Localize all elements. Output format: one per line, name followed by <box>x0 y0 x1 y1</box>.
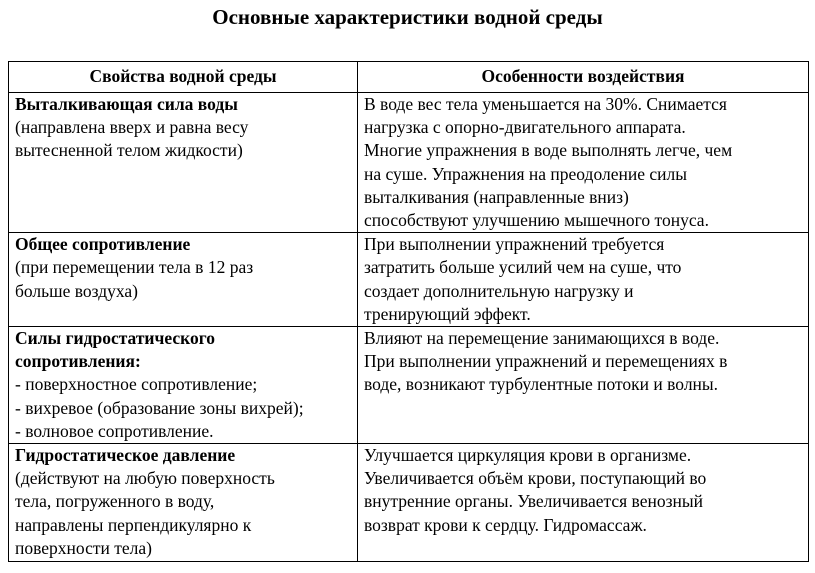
property-title: Гидростатическое давление <box>15 445 236 466</box>
properties-table <box>8 61 809 562</box>
property-title: Силы гидростатического <box>15 328 215 349</box>
property-text-line: тела, погруженного в воду, <box>15 491 215 512</box>
effect-text-line: Влияют на перемещение занимающихся в воде. <box>364 328 720 349</box>
property-text-line: (направлена вверх и равна весу <box>15 117 249 138</box>
table-row <box>9 327 809 444</box>
effect-text-line: воде, возникают турбулентные потоки и волны. <box>364 374 719 395</box>
property-text-line: вытесненной телом жидкости) <box>15 140 243 161</box>
effect-cell <box>358 233 809 327</box>
effect-text-line: В воде вес тела уменьшается на 30%. Снимается <box>364 94 727 114</box>
effect-text-line: выталкивания (направленные вниз) <box>364 186 629 207</box>
property-text-line: (при перемещении тела в 12 раз <box>15 257 254 278</box>
table-row <box>9 444 809 562</box>
effect-text-line: возврат крови к сердцу. Гидромассаж. <box>364 514 647 535</box>
effect-text-line: на суше. Упражнения на преодоление силы <box>364 163 687 184</box>
property-text-line: - поверхностное сопротивление; <box>15 374 258 395</box>
property-cell <box>9 327 358 444</box>
effect-cell <box>358 327 809 444</box>
property-text-line: направлены перпендикулярно к <box>15 514 252 535</box>
property-text-line: - вихревое (образование зоны вихрей); <box>15 397 304 418</box>
effect-text-line: создает дополнительную нагрузку и <box>364 280 634 301</box>
property-text-line: (действуют на любую поверхность <box>15 468 275 489</box>
property-title: сопротивления: <box>15 351 141 372</box>
column-header-properties: Свойства водной среды <box>9 62 358 93</box>
property-title: Общее сопротивление <box>15 234 191 255</box>
property-title: Выталкивающая сила воды <box>15 94 238 114</box>
effect-text-line: Улучшается циркуляция крови в организме. <box>364 445 692 466</box>
effect-text-line: Увеличивается объём крови, поступающий во <box>364 468 707 489</box>
effect-text-line: способствуют улучшению мышечного тонуса. <box>364 210 709 231</box>
property-text-line: больше воздуха) <box>15 280 139 301</box>
property-text-line: поверхности тела) <box>15 537 152 558</box>
table-row <box>9 233 809 327</box>
table-row <box>9 93 809 233</box>
property-cell <box>9 444 358 562</box>
effect-cell <box>358 444 809 562</box>
effect-text-line: затратить больше усилий чем на суше, что <box>364 257 682 278</box>
page-title: Основные характеристики водной среды <box>212 5 603 29</box>
effect-text-line: нагрузка с опорно-двигательного аппарата. <box>364 117 686 138</box>
effect-text-line: При выполнении упражнений требуется <box>364 234 665 255</box>
property-cell <box>9 233 358 327</box>
column-header-effects: Особенности воздействия <box>358 62 809 93</box>
effect-text-line: внутренние органы. Увеличивается венозный <box>364 491 703 512</box>
effect-cell <box>358 93 809 233</box>
effect-text-line: тренирующий эффект. <box>364 303 531 324</box>
table-header-row <box>9 62 809 93</box>
effect-text-line: При выполнении упражнений и перемещениях в <box>364 351 728 372</box>
effect-text-line: Многие упражнения в воде выполнять легче, чем <box>364 140 733 161</box>
property-cell <box>9 93 358 233</box>
property-text-line: - волновое сопротивление. <box>15 420 214 441</box>
